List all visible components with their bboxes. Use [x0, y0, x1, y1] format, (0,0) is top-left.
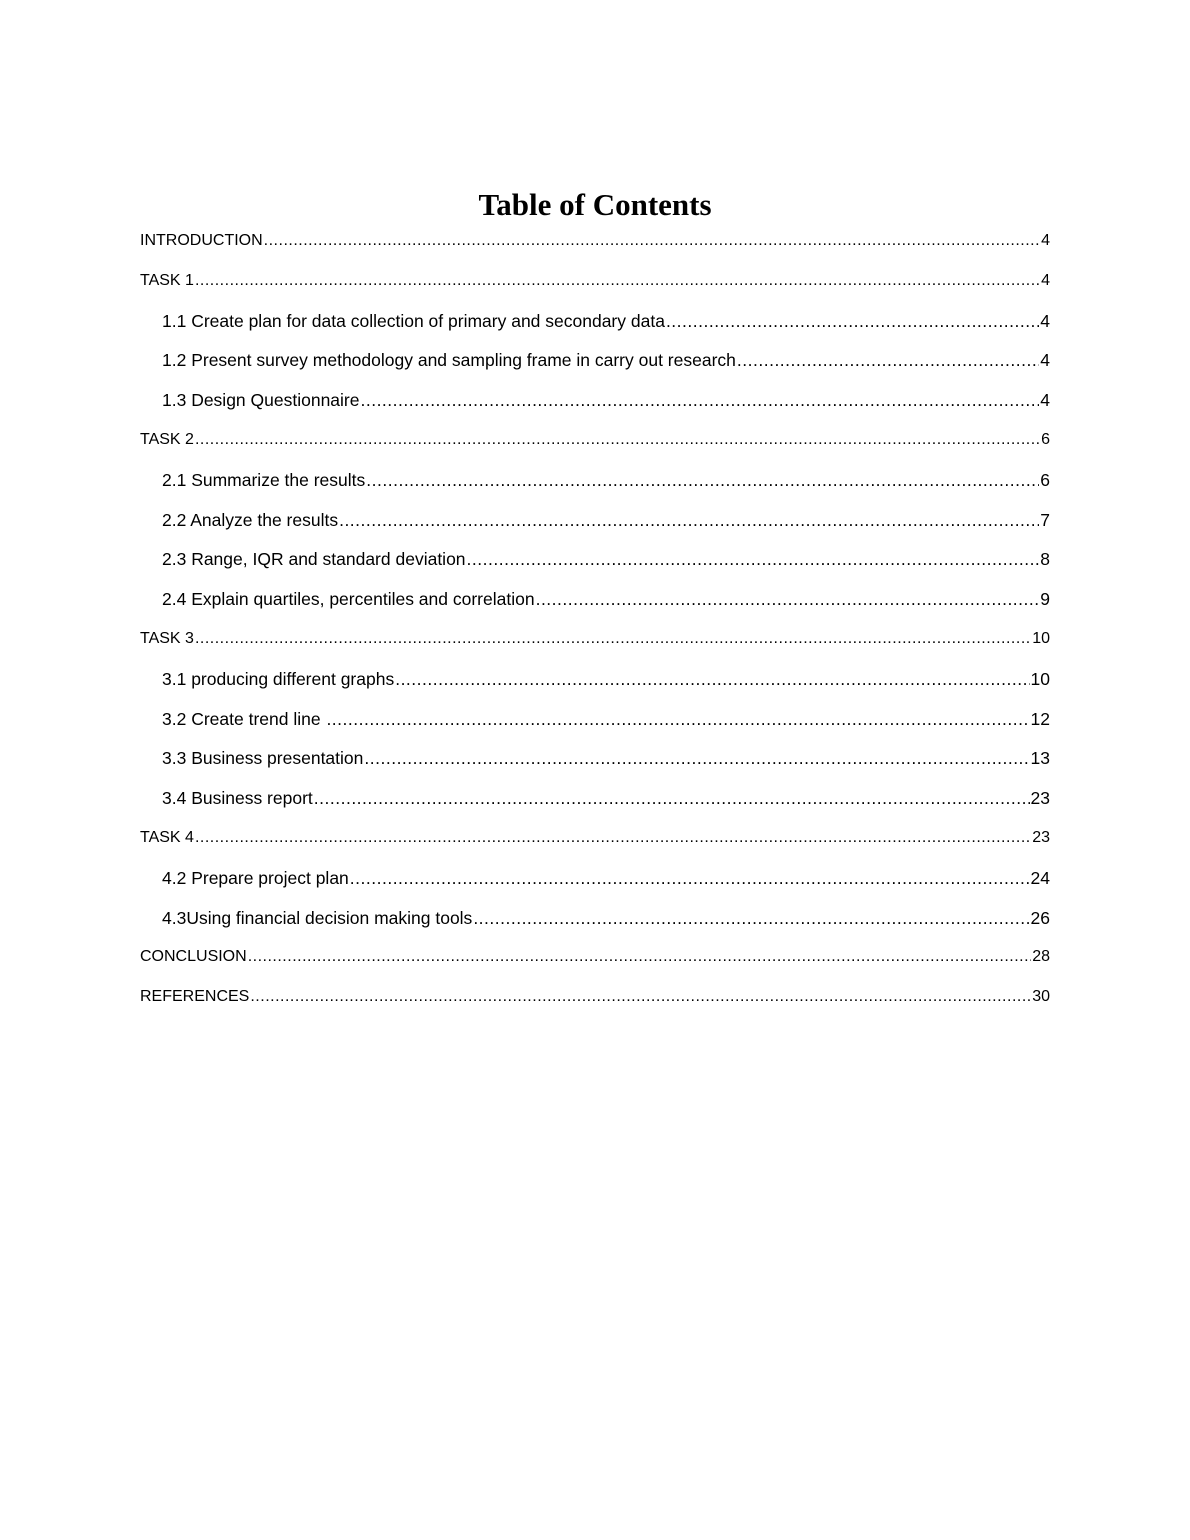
toc-entry-task-2[interactable]	[140, 427, 1050, 467]
toc-entry-2-4[interactable]	[140, 586, 1050, 626]
toc-entry-conclusion[interactable]	[140, 944, 1050, 984]
toc-entry-label: TASK 2	[140, 430, 194, 448]
toc-entry-page: 8	[1040, 549, 1050, 570]
toc-entry-label: 2.3 Range, IQR and standard deviation	[162, 549, 466, 570]
toc-entry-label: 1.1 Create plan for data collection of primary and secondary data	[162, 310, 665, 331]
toc-entry-1-1[interactable]	[140, 308, 1050, 348]
dot-leader	[395, 666, 1029, 692]
toc-entry-label: INTRODUCTION	[140, 232, 263, 249]
toc-entry-3-1[interactable]	[140, 666, 1050, 706]
toc-entry-page: 26	[1030, 907, 1050, 928]
toc-entry-label: 2.1 Summarize the results	[162, 469, 366, 490]
toc-entry-page: 12	[1030, 708, 1050, 729]
toc-entry-label: 3.4 Business report	[162, 788, 313, 809]
toc-entry-2-3[interactable]	[140, 546, 1050, 586]
dot-leader	[366, 467, 1039, 493]
dot-leader	[666, 308, 1039, 334]
dot-leader	[326, 706, 1029, 732]
toc-title: Table of Contents	[478, 187, 712, 222]
toc-entry-page: 28	[1032, 948, 1050, 966]
toc-entry-task-3[interactable]	[140, 626, 1050, 666]
toc-entry-label: 1.2 Present survey methodology and sampling frame in carry out research	[162, 350, 736, 371]
toc-entry-label: TASK 1	[140, 271, 194, 289]
toc-entry-page: 13	[1030, 748, 1050, 769]
toc-entry-page: 23	[1032, 828, 1050, 846]
dot-leader	[360, 387, 1039, 413]
toc-entry-label: 3.2 Create trend line	[162, 708, 326, 729]
toc-entry-label: 4.3Using financial decision making tools	[162, 907, 473, 928]
dot-leader	[264, 228, 1040, 254]
toc-entry-page: 6	[1041, 430, 1050, 448]
toc-entry-2-1[interactable]	[140, 467, 1050, 507]
toc-entry-page: 10	[1032, 629, 1050, 647]
dot-leader	[364, 745, 1029, 771]
dot-leader	[248, 944, 1032, 970]
toc-entry-3-2[interactable]	[140, 706, 1050, 746]
dot-leader	[195, 825, 1031, 851]
toc-entry-label: REFERENCES	[140, 988, 250, 1006]
toc-entry-label: TASK 4	[140, 828, 194, 846]
toc-entry-1-3[interactable]	[140, 387, 1050, 427]
toc-entry-4-2[interactable]	[140, 865, 1050, 905]
toc-entry-page: 30	[1032, 988, 1050, 1006]
toc-entry-page: 4	[1041, 232, 1050, 249]
toc-entry-label: CONCLUSION	[140, 948, 247, 966]
dot-leader	[195, 268, 1040, 294]
dot-leader	[339, 507, 1039, 533]
toc-entry-page: 9	[1040, 589, 1050, 610]
toc-entry-3-4[interactable]	[140, 785, 1050, 825]
dot-leader	[350, 865, 1030, 891]
toc-entry-page: 4	[1040, 310, 1050, 331]
toc-entry-page: 4	[1040, 350, 1050, 371]
toc-entry-4-3[interactable]	[140, 905, 1050, 945]
toc-entry-label: 1.3 Design Questionnaire	[162, 390, 360, 411]
toc-entry-3-3[interactable]	[140, 745, 1050, 785]
toc-entry-1-2[interactable]	[140, 347, 1050, 387]
toc-entry-page: 4	[1040, 390, 1050, 411]
toc-entry-page: 24	[1030, 867, 1050, 888]
toc-entry-label: TASK 3	[140, 629, 194, 647]
dot-leader	[314, 785, 1030, 811]
toc-entry-task-1[interactable]	[140, 268, 1050, 308]
toc-list	[140, 228, 1050, 1024]
toc-entry-page: 23	[1030, 788, 1050, 809]
toc-entry-page: 6	[1040, 469, 1050, 490]
dot-leader	[250, 984, 1031, 1010]
toc-entry-label: 4.2 Prepare project plan	[162, 867, 349, 888]
dot-leader	[473, 905, 1029, 931]
toc-entry-introduction[interactable]	[140, 228, 1050, 268]
toc-entry-page: 4	[1041, 271, 1050, 289]
toc-entry-page: 7	[1040, 509, 1050, 530]
toc-entry-label: 2.4 Explain quartiles, percentiles and correlation	[162, 589, 535, 610]
toc-entry-task-4[interactable]	[140, 825, 1050, 865]
dot-leader	[467, 546, 1040, 572]
dot-leader	[536, 586, 1040, 612]
toc-entry-page: 10	[1030, 668, 1050, 689]
dot-leader	[195, 626, 1031, 652]
toc-entry-2-2[interactable]	[140, 507, 1050, 547]
toc-entry-label: 3.3 Business presentation	[162, 748, 364, 769]
toc-entry-references[interactable]	[140, 984, 1050, 1024]
dot-leader	[737, 347, 1039, 373]
toc-entry-label: 2.2 Analyze the results	[162, 509, 339, 530]
dot-leader	[195, 427, 1040, 453]
toc-entry-label: 3.1 producing different graphs	[162, 668, 395, 689]
